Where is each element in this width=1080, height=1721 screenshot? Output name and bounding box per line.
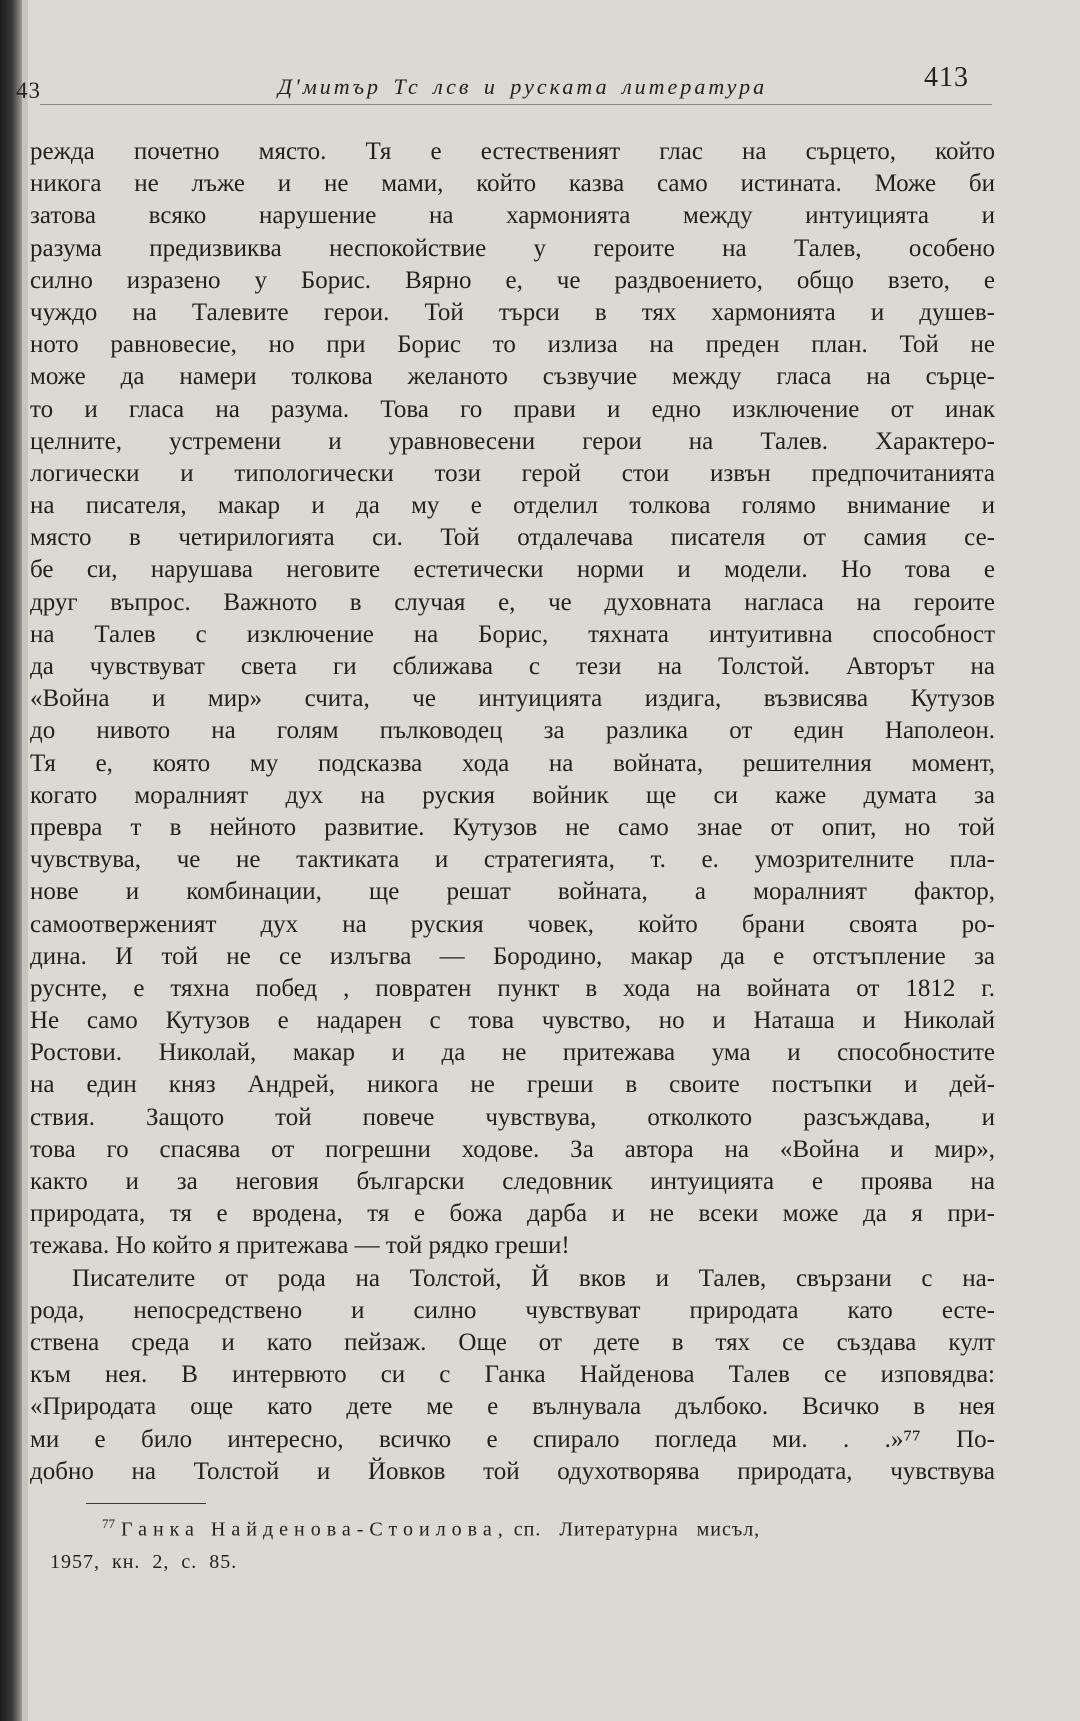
- footnote: [50, 1508, 1000, 1578]
- text-line: чувствува, че не тактиката и стратегията, т. е. умозрителните пла-: [30, 846, 995, 874]
- text-line: то и гласа на разума. Това го прави и едно изключение от инак: [30, 395, 995, 423]
- text-line: място в четирилогията си. Той отдалечава писателя от самия се-: [30, 524, 995, 552]
- text-line: затова всяко нарушение на хармонията между интуицията и: [30, 202, 995, 230]
- text-line: както и за неговия български следовник интуицията е проява на: [30, 1168, 995, 1195]
- text-line: да чувствуват света ги сближава с тези на Толстой. Авторът на: [30, 653, 995, 680]
- text-line: когато моралният дух на руския войник ще си каже думата за: [30, 781, 995, 809]
- text-line: Ростови. Николай, макар и да не притежава ума и способностите: [30, 1039, 995, 1067]
- text-line: на писателя, макар и да му е отделил толкова голямо внимание и: [30, 492, 995, 520]
- paragraph-end-line: тежава. Но който я притежава — той рядко греши!: [30, 1232, 570, 1260]
- text-line: «Война и мир» счита, че интуицията издига, възвисява Кутузов: [30, 685, 995, 713]
- text-line: бе си, нарушава неговите естетически норми и модели. Но това е: [30, 556, 995, 584]
- text-line: Не само Кутузов е надарен с това чувство, но и Наташа и Николай: [30, 1007, 995, 1035]
- text-line: рода, непосредствено и силно чувствуват природата като есте-: [30, 1296, 995, 1324]
- text-line: ното равновесие, но при Борис то излиза на преден план. Той не: [30, 331, 995, 359]
- running-title: Д'митър Тс лсв и руската литература: [278, 74, 768, 99]
- text-line: дина. И той не се излъгва — Бородино, макар да е отстъпление за: [30, 942, 995, 970]
- text-line: към нея. В интервюто си с Ганка Найденова Талев се изповядва:: [30, 1361, 995, 1389]
- text-line: на един княз Андрей, никога не греши в своите постъпки и дей-: [30, 1071, 995, 1099]
- running-header: [0, 60, 1080, 110]
- text-line: друг въпрос. Важното в случая е, че духовната нагласа на героите: [30, 588, 995, 616]
- body-text: [30, 136, 995, 1488]
- text-line: това го спасява от погрешни ходове. За автора на «Война и мир»,: [30, 1135, 995, 1163]
- text-line: ми е било интересно, всичко е спирало погледа ми. . .»⁷⁷ По-: [30, 1425, 995, 1453]
- text-line: целните, устремени и уравновесени герои на Талев. Характеро-: [30, 427, 995, 455]
- text-line: природата, тя е вродена, тя е божа дарба и не всеки може да я при-: [30, 1200, 995, 1228]
- footnote-rule: [86, 1503, 206, 1504]
- footnote-line: [50, 1508, 1000, 1546]
- text-line: до нивото на голям пълководец за разлика от един Наполеон.: [30, 717, 995, 745]
- text-line: може да намери толкова желаното съзвучие между гласа на сърце-: [30, 363, 995, 391]
- text-line: превра т в нейното развитие. Кутузов не само знае от опит, но той: [30, 813, 995, 841]
- text-line: на Талев с изключение на Борис, тяхната интуитивна способност: [30, 620, 995, 648]
- text-line: никога не лъже и не мами, който казва само истината. Може би: [30, 170, 995, 198]
- text-line: ствия. Защото той повече чувствува, отколкото разсъждава, и: [30, 1103, 995, 1131]
- text-line: чуждо на Талевите герои. Той търси в тях хармонията и душев-: [30, 298, 995, 326]
- page-binding-shadow: [0, 0, 22, 1721]
- text-line: самоотверженият дух на руския човек, който брани своята ро-: [30, 910, 995, 938]
- left-page-number: 43: [16, 78, 41, 103]
- footnote-marker: 77: [102, 1516, 115, 1531]
- text-line: разума предизвиква неспокойствие у героите на Талев, особено: [30, 234, 995, 262]
- text-line: Тя е, която му подсказва хода на войната, решителния момент,: [30, 749, 995, 777]
- text-line: нове и комбинации, ще решат войната, а моралният фактор,: [30, 878, 995, 906]
- page-number: 413: [924, 62, 969, 93]
- text-line: логически и типологически този герой стои извън предпочитанията: [30, 459, 995, 487]
- page-edge: [22, 0, 28, 1721]
- text-line: добно на Толстой и Йовков той одухотворява природата, чувствува: [30, 1457, 995, 1485]
- text-line: силно изразено у Борис. Вярно е, че раздвоението, общо взето, е: [30, 266, 995, 294]
- footnote-source: сп. Литературна мисъл,: [513, 1518, 761, 1541]
- text-line: «Природата още като дете ме е вълнувала дълбоко. Всичко в нея: [30, 1393, 995, 1421]
- header-rule: [40, 104, 992, 105]
- footnote-author: Ганка Найденова-Стоилова,: [121, 1518, 509, 1541]
- paragraph-start-line: Писателите от рода на Толстой, Й вков и Талев, свързани с на-: [72, 1264, 995, 1292]
- text-line: ствена среда и като пейзаж. Още от дете в тях се създава култ: [30, 1328, 995, 1356]
- footnote-details: 1957, кн. 2, с. 85.: [50, 1550, 238, 1573]
- text-line: режда почетно място. Тя е естественият глас на сърцето, който: [30, 138, 995, 165]
- text-line: руснте, е тяхна побед , повратен пункт в хода на войната от 1812 г.: [30, 974, 995, 1002]
